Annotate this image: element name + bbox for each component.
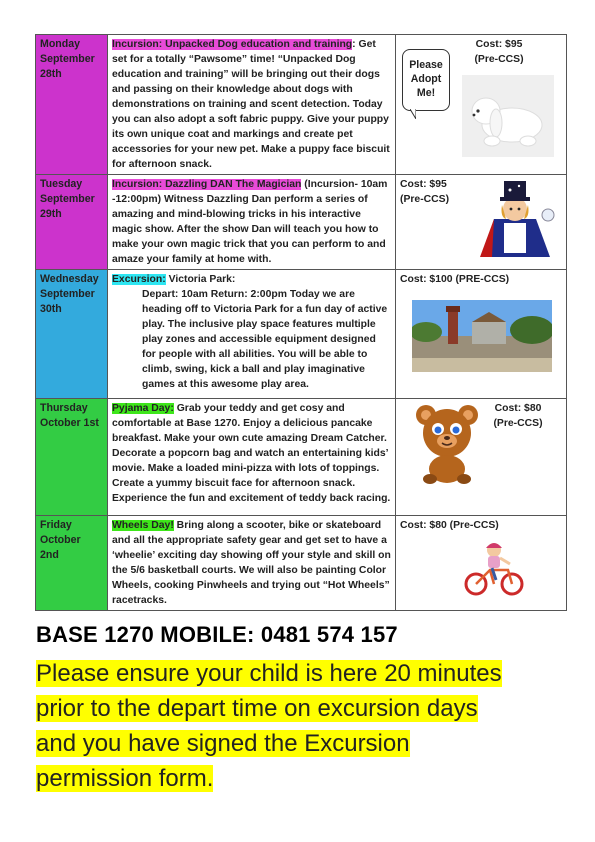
- schedule-row-monday: [36, 35, 567, 175]
- description-cell: [108, 399, 396, 516]
- day-cell: [36, 516, 108, 611]
- description-cell: [108, 270, 396, 399]
- day-date: 28th: [40, 68, 62, 80]
- activity-text: : Get set for a totally “Pawsome” time! “Unpacked Dog education and training” will be bringing out their dogs and passing on their knowledge about dogs with demonstrations on training and scent detection. Today you can also adopt a soft fabric puppy. Give your puppy its own unique coat and markings and create pet accessories for your new pet. Make a puppy face biscuit for afternoon snack.: [112, 39, 390, 170]
- notice-line: Please ensure your child is here 20 minutes: [36, 660, 502, 687]
- day-name: Wednesday: [40, 273, 99, 285]
- cost-price: Cost: $95: [475, 39, 523, 50]
- cost-price: Cost: $100 (PRE-CCS): [400, 274, 510, 285]
- day-cell: [36, 175, 108, 270]
- bubble-line: Me!: [416, 87, 436, 99]
- teddy-bear-icon: [414, 403, 480, 485]
- girl-on-bike-icon: [464, 540, 524, 596]
- schedule-row-wednesday: [36, 270, 567, 399]
- day-month: September: [40, 193, 95, 205]
- cost-label: [460, 37, 538, 67]
- activity-heading: Victoria Park:: [165, 274, 236, 285]
- cost-price: Cost: $95: [400, 179, 447, 190]
- speech-bubble: [402, 49, 450, 111]
- notice-line: prior to the depart time on excursion days: [36, 695, 478, 722]
- cost-price: Cost: $80 (Pre-CCS): [400, 520, 499, 531]
- notice-paragraph: [36, 656, 576, 796]
- day-month: September: [40, 288, 95, 300]
- cost-label: [400, 177, 449, 207]
- activity-text: Today we are heading off to Victoria Park for a fun day of active play. The inclusive play space features multiple play zones and accessible equipment designed for people with all abilities. You will be able to climb, swing, kick a ball and play imaginative games at this awesome play area.: [142, 289, 388, 390]
- cost-label: [490, 401, 546, 431]
- image-cell: [396, 399, 567, 516]
- cost-price: Cost: $80: [494, 403, 542, 414]
- cost-label: [400, 518, 499, 533]
- day-cell: [36, 399, 108, 516]
- day-name: Thursday: [40, 402, 88, 414]
- day-date: 29th: [40, 208, 62, 220]
- bubble-tail: [410, 109, 416, 119]
- activity-tag: Incursion: Dazzling DAN The Magician: [112, 179, 302, 190]
- depart-text: Depart: 10am Return: 2:00pm: [142, 289, 287, 300]
- activity-text: Bring along a scooter, bike or skateboard and all the appropriate safety gear and get set to have a ‘wheelie’ exciting day showing off your style and skill on the 5/6 basketball courts. We will also be painting Color Wheels, cooking Pinwheels and trying out “Hot Wheels” racetracks.: [112, 520, 391, 606]
- activity-text: (Incursion- 10am -12:00pm) Witness Dazzling Dan perform a series of amazing and mind-blowing tricks in his interactive magic show. After the show Dan will teach you how to make your own magic trick that you can perform to and amaze your family at home with.: [112, 179, 388, 265]
- day-month: October: [40, 534, 81, 546]
- day-date: 30th: [40, 303, 62, 315]
- plush-puppy-icon: [462, 75, 554, 157]
- day-date: October 1st: [40, 417, 99, 429]
- day-name: Monday: [40, 38, 81, 50]
- description-cell: [108, 35, 396, 175]
- playground-photo: [412, 300, 552, 372]
- day-name: Friday: [40, 519, 72, 531]
- image-cell: [396, 270, 567, 399]
- day-date: 2nd: [40, 549, 59, 561]
- cost-label: [400, 272, 509, 287]
- depart-line: [112, 287, 391, 392]
- image-cell: [396, 516, 567, 611]
- cost-note: (Pre-CCS): [474, 54, 524, 65]
- notice-line: and you have signed the Excursion: [36, 730, 410, 757]
- description-cell: [108, 516, 396, 611]
- image-cell: [396, 175, 567, 270]
- schedule-row-tuesday: [36, 175, 567, 270]
- schedule-row-friday: [36, 516, 567, 611]
- day-name: Tuesday: [40, 178, 83, 190]
- description-cell: [108, 175, 396, 270]
- bubble-line: Adopt: [410, 73, 442, 85]
- activity-tag: Wheels Day!: [112, 520, 174, 531]
- activity-tag: Excursion:: [112, 274, 166, 285]
- day-cell: [36, 270, 108, 399]
- notice-line: permission form.: [36, 765, 214, 792]
- magician-icon: [472, 175, 558, 259]
- schedule-table: [35, 34, 567, 611]
- image-cell: [396, 35, 567, 175]
- schedule-row-thursday: [36, 399, 567, 516]
- day-month: September: [40, 53, 95, 65]
- bubble-line: Please: [409, 59, 443, 71]
- activity-tag: Incursion: Unpacked Dog education and training: [112, 39, 353, 50]
- cost-note: (Pre-CCS): [400, 194, 450, 205]
- mobile-number-banner: BASE 1270 MOBILE: 0481 574 157: [36, 622, 398, 647]
- cost-note: (Pre-CCS): [493, 418, 543, 429]
- activity-tag: Pyjama Day:: [112, 403, 174, 414]
- activity-text: Grab your teddy and get cosy and comfortable at Base 1270. Enjoy a delicious pancake breakfast. Make your own cute amazing Dream Catcher. Decorate a popcorn bag and watch an entertaining kids’ movie. Make a loaded mini-pizza with lots of toppings. Create a yummy biscuit face for afternoon snack. Experience the fun and excitement of teddy back racing.: [112, 403, 391, 504]
- day-cell: [36, 35, 108, 175]
